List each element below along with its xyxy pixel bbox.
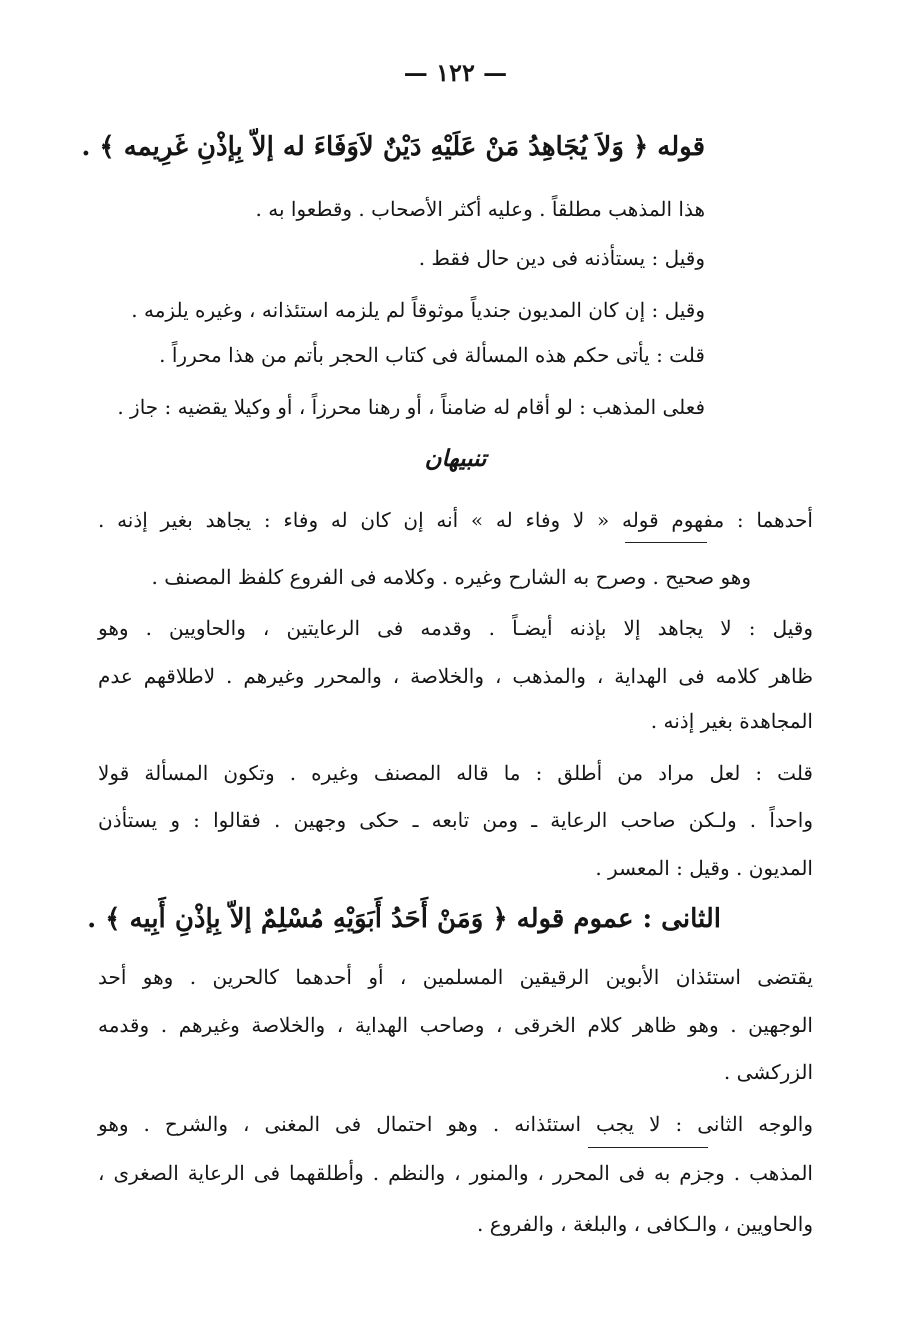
- note-line: المذهب . وجزم به فى المحرر ، والمنور ، والنظم . وأطلقهما فى الرعاية الصغرى ،: [98, 1161, 813, 1185]
- note-line: واحداً . ولـكن صاحب الرعاية ـ ومن تابعه ـ حكى وجهين . فقالوا : و يستأذن: [98, 808, 813, 832]
- note-line: يقتضى استئذان الأبوين الرقيقين المسلمين ، أو أحدهما كالحرين . وهو أحد: [98, 965, 813, 989]
- note-line: الزركشى .: [723, 1060, 813, 1084]
- note-line: الوجهين . وهو ظاهر كلام الخرقى ، وصاحب الهداية ، والخلاصة وغيرهم . وقدمه: [98, 1013, 813, 1037]
- note-line: المديون . وقيل : المعسر .: [595, 856, 813, 880]
- note-line: والوجه الثانى : لا يجب استئذانه . وهو احتمال فى المغنى ، والشرح . وهو: [98, 1112, 813, 1136]
- text-line: وقيل : يستأذنه فى دين حال فقط .: [418, 246, 705, 270]
- note-line: وهو صحيح . وصرح به الشارح وغيره . وكلامه فى الفروع كلفظ المصنف .: [151, 565, 751, 589]
- note-line: وقيل : لا يجاهد إلا بإذنه أيضـاً . وقدمه فى الرعايتين ، والحاويين . وهو: [98, 616, 813, 640]
- note-line: ظاهر كلامه فى الهداية ، والمذهب ، والخلاصة ، والمحرر وغيرهم . لاطلاقهم عدم: [98, 664, 813, 688]
- section-title: تنبيهان: [424, 445, 487, 472]
- note-line: أحدهما : مفهوم قوله « لا وفاء له » أنه إن كان له وفاء : يجاهد بغير إذنه .: [98, 508, 813, 532]
- text-line: فعلى المذهب : لو أقام له ضامناً ، أو رهنا محرزاً ، أو وكيلا يقضيه : جاز .: [117, 395, 705, 419]
- text-line: وقيل : إن كان المديون جندياً موثوقاً لم يلزمه استئذانه ، وغيره يلزمه .: [131, 298, 705, 322]
- note-line: المجاهدة بغير إذنه .: [650, 709, 813, 733]
- text-line: قلت : يأتى حكم هذه المسألة فى كتاب الحجر بأتم من هذا محرراً .: [159, 343, 705, 367]
- page-number: — ١٢٢ —: [403, 58, 508, 87]
- text-line: هذا المذهب مطلقاً . وعليه أكثر الأصحاب . وقطعوا به .: [255, 197, 705, 221]
- heading-line: قوله ﴿ وَلاَ يُجَاهِدُ مَنْ عَلَيْهِ دَيْنٌ لاَوَفَاءَ له إلاّ بِإذْنِ غَرِيمه ﴾ .: [81, 132, 705, 162]
- note-line: قلت : لعل مراد من أطلق : ما قاله المصنف وغيره . وتكون المسألة قولا: [98, 761, 813, 785]
- underline: [625, 542, 707, 543]
- underline: [588, 1147, 708, 1148]
- note-line: والحاويين ، والـكافى ، والبلغة ، والفروع .: [477, 1212, 813, 1236]
- note-heading-line: الثانى : عموم قوله ﴿ وَمَنْ أَحَدُ أَبَوَيْهِ مُسْلِمٌ إلاّ بِإذْنِ أَبِيه ﴾ .: [87, 904, 721, 934]
